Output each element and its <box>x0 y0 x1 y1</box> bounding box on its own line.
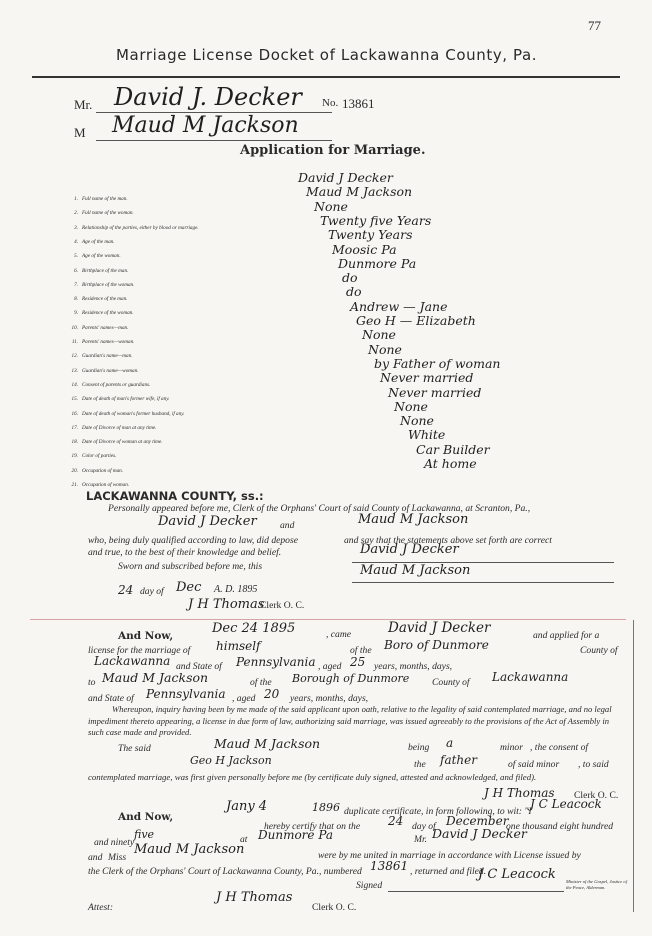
being-label: being <box>408 742 430 753</box>
application-answer: do <box>342 270 358 286</box>
question-label: Guardian's name—man. <box>82 353 133 360</box>
sworn-year: A. D. 1895 <box>214 584 258 595</box>
applied-label: and applied for a <box>533 630 600 641</box>
license-for-value: himself <box>216 639 261 653</box>
question-number: 3. <box>74 224 78 231</box>
affiant-man: David J Decker <box>158 514 257 529</box>
affidavit-line1: Personally appeared before me, Clerk of the Orphans' Court of said County of Lackawanna, at Scranton, Pa., <box>108 503 531 514</box>
clerk-label-2: Clerk O. C. <box>574 790 619 801</box>
application-answer: David J Decker <box>298 170 393 185</box>
question-label: Color of parties. <box>82 453 117 460</box>
question-label: Parents' names—man. <box>82 324 129 331</box>
attest-label: Attest: <box>88 902 114 913</box>
age-woman: 20 <box>264 687 280 701</box>
question-label: Guardian's name—woman. <box>82 367 139 374</box>
signature-man: David J Decker <box>360 542 459 557</box>
application-answer: None <box>314 198 348 214</box>
application-answer: Maud M Jackson <box>306 184 413 200</box>
certificate-bride: Maud M Jackson <box>134 842 245 857</box>
page-number: 77 <box>588 18 601 33</box>
application-answer: Twenty Years <box>328 227 413 243</box>
hereby-text: hereby certify that on the <box>264 821 361 832</box>
application-heading: Application for Marriage. <box>240 143 426 158</box>
affidavit-line3: and true, to the best of their knowledge and belief. <box>88 547 282 558</box>
question-number: 19. <box>71 453 78 460</box>
question-number: 18. <box>71 439 78 446</box>
marriage-month: December <box>446 814 509 828</box>
sworn-day: 24 <box>118 583 134 597</box>
consent-of-label: , the consent of <box>530 742 589 753</box>
application-answer: Never married <box>388 384 482 400</box>
parent-relation: father <box>440 753 477 767</box>
residence-man: Boro of Dunmore <box>384 638 489 652</box>
one-thousand-text: one thousand eight hundred <box>506 821 614 832</box>
question-number: 1. <box>74 196 78 202</box>
state-of-label-1: and State of <box>176 661 222 672</box>
license-applicant: David J Decker <box>388 620 491 636</box>
and-label: and <box>280 520 295 531</box>
question-number: 10. <box>71 324 78 331</box>
question-number: 20. <box>71 467 78 474</box>
county-heading: LACKAWANNA COUNTY, ss.: <box>86 489 264 503</box>
application-answer: do <box>346 284 362 300</box>
clerk-signature-2: J H Thomas <box>484 786 555 800</box>
application-answer: None <box>400 413 434 429</box>
application-question <box>64 471 129 490</box>
county-of-label-2: County of <box>432 677 470 688</box>
license-no-label: No. <box>322 97 339 109</box>
minister-signature: J C Leacock <box>478 867 556 882</box>
application-answer: None <box>394 398 428 414</box>
question-label: Occupation of man. <box>82 467 124 474</box>
question-label: Residence of the man. <box>82 296 128 303</box>
united-text: were by me united in marriage in accordance with License issued by <box>318 850 581 861</box>
question-label: Relationship of the parties, either by blood or marriage. <box>82 224 199 231</box>
residence-woman: Borough of Dunmore <box>292 672 410 685</box>
county-man: Lackawanna <box>94 654 171 668</box>
question-label: Date of Divorce of woman at any time. <box>82 439 163 446</box>
question-label: Birthplace of the woman. <box>82 281 135 288</box>
question-number: 9. <box>74 310 78 317</box>
application-answer: Car Builder <box>416 441 490 457</box>
application-answer: Moosic Pa <box>332 241 397 257</box>
and-now-2: And Now, <box>118 811 174 823</box>
state-man: Pennsylvania <box>236 655 316 669</box>
certificate-text1: duplicate certificate, in form following, to wit: "I <box>344 806 532 817</box>
question-number: 5. <box>74 253 78 260</box>
aged-label-2: , aged <box>232 693 256 704</box>
clerk-signature-3: J H Thomas <box>216 890 293 905</box>
certificate-number: 13861 <box>370 859 409 873</box>
state-woman: Pennsylvania <box>146 687 226 701</box>
question-label: Occupation of woman. <box>82 482 130 488</box>
question-number: 7. <box>74 281 78 288</box>
day-of-label: day of <box>140 586 164 597</box>
minister-note: Minister of the Gospel, Justice of the Peace, Alderman. <box>566 879 627 890</box>
application-answer: None <box>362 327 396 343</box>
question-label: Consent of parents or guardians. <box>82 381 151 388</box>
header-rule <box>32 76 620 78</box>
docket-title: Marriage License Docket of Lackawanna County, Pa. <box>116 46 538 64</box>
question-number: 13. <box>71 367 78 374</box>
county-woman: Lackawanna <box>492 670 569 684</box>
signed-label: Signed <box>356 880 383 891</box>
sworn-text: Sworn and subscribed before me, this <box>118 561 263 572</box>
application-answer: Andrew — Jane <box>350 298 448 314</box>
question-label: Date of Divorce of man at any time. <box>82 424 157 431</box>
application-answer: White <box>408 427 446 443</box>
to-label: to <box>88 677 96 688</box>
the-said-label: The said <box>118 743 151 754</box>
application-answer: None <box>368 341 402 357</box>
and-label-2: and <box>88 852 103 863</box>
license-date: Dec 24 1895 <box>212 621 296 636</box>
certificate-groom: David J Decker <box>432 826 527 841</box>
question-label: Date of death of man's former wife, if any. <box>82 396 170 403</box>
affiant-woman: Maud M Jackson <box>358 512 469 527</box>
question-number: 15. <box>71 396 78 403</box>
application-answer: At home <box>424 456 477 471</box>
contemplated-text: contemplated marriage, was first given personally before me (by certificate duly signed, attested and acknowledged, and filed). <box>88 772 537 782</box>
question-label: Age of the man. <box>82 238 115 245</box>
and-ninety-label: and ninety <box>94 837 135 848</box>
ymd-label-2: years, months, days, <box>290 693 369 704</box>
application-answer: Twenty five Years <box>320 212 432 228</box>
whereupon-text: Whereupon, inquiry having been by me made of the said applicant upon oath, relative to the legality of said contemplated marriage, and no legal impediment thereto appearing, a license in due form of law, authorizing said marriage, was issued agreeably to the provisions of the Act of Assembly in such case made and provided. <box>88 704 612 737</box>
certificate-year: 1896 <box>312 801 340 814</box>
application-answer: Geo H — Elizabeth <box>356 313 476 328</box>
question-number: 11. <box>71 339 78 345</box>
question-label: Full name of the man. <box>82 196 128 202</box>
to-said-label: , to said <box>578 759 609 770</box>
county-of-label: County of <box>580 645 618 656</box>
at-label: at <box>240 834 248 845</box>
clerk-text: the Clerk of the Orphans' Court of Lackawanna County, Pa., numbered <box>88 866 362 877</box>
of-minor-label: of said minor <box>508 759 560 770</box>
question-number: 6. <box>74 267 78 274</box>
came-label: , came <box>326 629 352 640</box>
state-of-label-2: and State of <box>88 693 134 704</box>
minor-name: Maud M Jackson <box>214 736 321 751</box>
question-number: 4. <box>74 238 78 245</box>
minor-label: minor <box>500 742 523 753</box>
application-answer: Dunmore Pa <box>338 255 417 271</box>
application-answer: Never married <box>380 370 474 386</box>
age-man: 25 <box>350 655 366 669</box>
license-number: 13861 <box>342 96 375 111</box>
aged-label-1: , aged <box>318 661 342 672</box>
question-label: Residence of the woman. <box>82 310 134 317</box>
question-number: 14. <box>71 381 78 388</box>
mr-label: Mr. <box>74 97 93 112</box>
question-number: 17. <box>71 424 78 431</box>
minister-name: J C Leacock <box>530 797 602 811</box>
clerk-label-3: Clerk O. C. <box>312 902 357 913</box>
year-ninety-value: five <box>134 828 155 841</box>
m-label: M <box>74 125 86 140</box>
ymd-label-1: years, months, days, <box>374 661 453 672</box>
affidavit-line2b: and say that the statements above set forth are correct <box>344 535 552 546</box>
and-now-1: And Now, <box>118 630 174 642</box>
question-label: Full name of the woman. <box>82 210 134 217</box>
bride-name: Maud M Jackson <box>112 113 299 138</box>
marriage-place: Dunmore Pa <box>258 828 334 842</box>
the-label: the <box>414 759 426 770</box>
question-label: Parents' names—woman. <box>82 339 135 345</box>
marriage-day: 24 <box>388 814 404 828</box>
miss-label: Miss <box>108 852 127 863</box>
clerk-label-1: Clerk O. C. <box>260 600 305 611</box>
question-number: 12. <box>71 353 78 360</box>
application-answer: by Father of woman <box>374 355 501 371</box>
groom-name: David J. Decker <box>114 83 302 111</box>
question-number: 2. <box>74 210 78 217</box>
certificate-date: Jany 4 <box>226 799 268 814</box>
license-bride: Maud M Jackson <box>102 670 209 685</box>
license-for-label: license for the marriage of <box>88 645 191 656</box>
question-label: Age of the woman. <box>82 253 121 260</box>
question-number: 8. <box>74 296 78 303</box>
of-the-label: of the <box>350 645 372 656</box>
consenting-parent: Geo H Jackson <box>190 754 272 767</box>
question-number: 21. <box>71 482 78 488</box>
sworn-month: Dec <box>176 580 202 595</box>
day-of-label-2: day of <box>412 821 436 832</box>
of-the-label-2: of the <box>250 677 272 688</box>
being-a-value: a <box>446 736 454 750</box>
question-number: 16. <box>71 410 78 417</box>
question-label: Birthplace of the man. <box>82 267 129 274</box>
clerk-signature-1: J H Thomas <box>188 597 265 612</box>
mr-label-2: Mr. <box>414 834 428 845</box>
returned-text: , returned and filed. <box>410 866 487 877</box>
question-label: Date of death of woman's former husband, if any. <box>82 410 185 417</box>
signature-woman: Maud M Jackson <box>360 563 471 578</box>
affidavit-line2a: who, being duly qualified according to law, did depose <box>88 535 298 546</box>
